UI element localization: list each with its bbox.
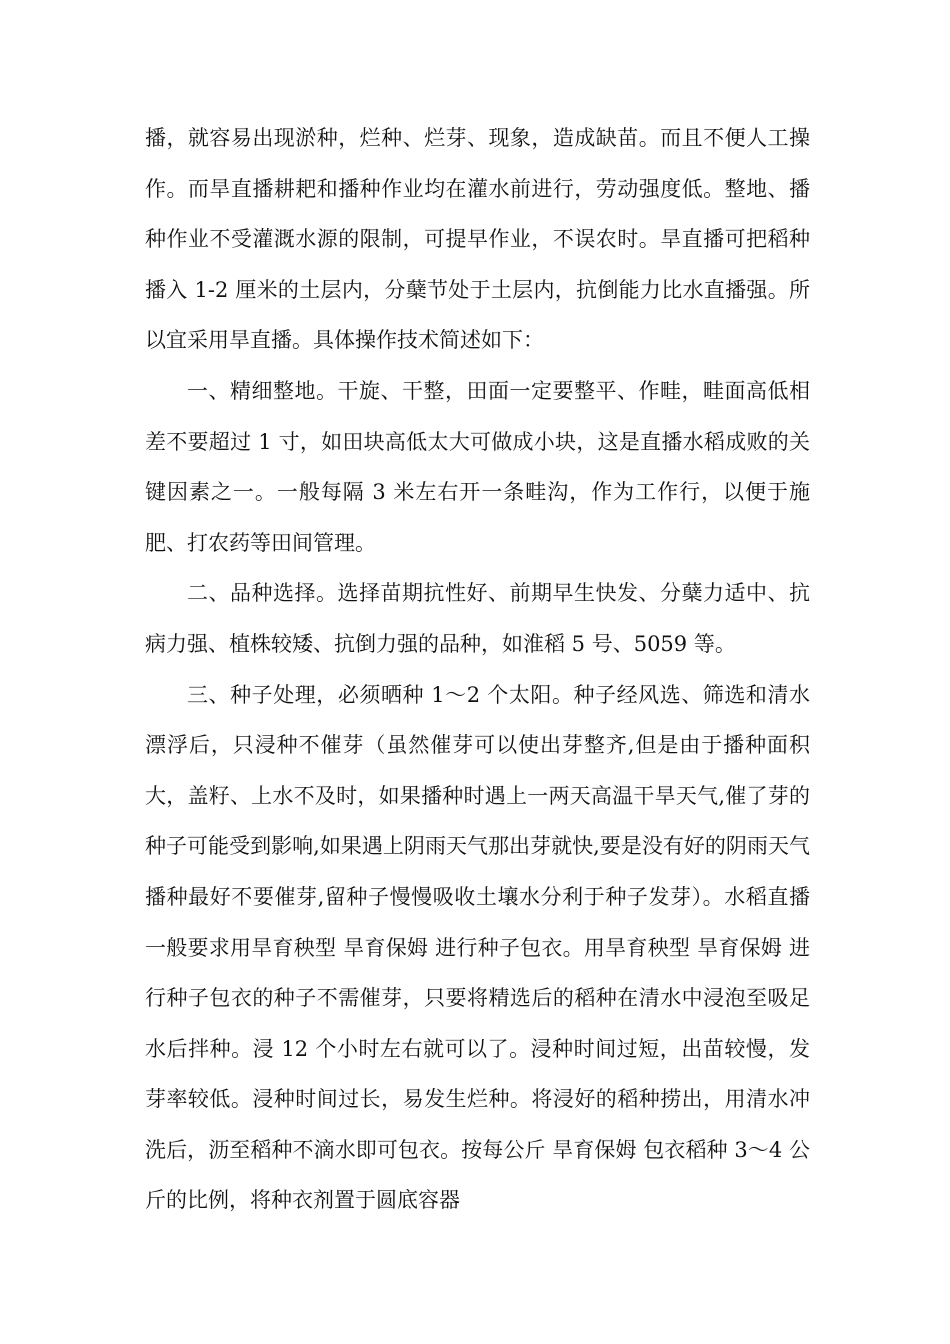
document-body [145, 113, 810, 1226]
paragraph-land-preparation: 一、精细整地。干旋、干整，田面一定要整平、作畦，畦面高低相差不要超过 1 寸，如田块高低太大可做成小块，这是直播水稻成败的关键因素之一。一般每隔 3 米左右开一条畦沟，作为工作行，以便于施肥、打农药等田间管理。 [145, 378, 810, 555]
paragraph-continuation: 播，就容易出现淤种，烂种、烂芽、现象，造成缺苗。而且不便人工操作。而旱直播耕耙和播种作业均在灌水前进行，劳动强度低。整地、播种作业不受灌溉水源的限制，可提早作业，不误农时。旱直播可把稻种播入 1-2 厘米的土层内，分蘖节处于土层内，抗倒能力比水直播强。所以宜采用旱直播。具体操作技术简述如下： [145, 126, 810, 353]
paragraph-seed-treatment: 三、种子处理，必须晒种 1～2 个太阳。种子经风选、筛选和清水漂浮后，只浸种不催芽（虽然催芽可以使出芽整齐,但是由于播种面积大，盖籽、上水不及时，如果播种时遇上一两天高温干旱天气,催了芽的种子可能受到影响,如果遇上阴雨天气那出芽就快,要是没有好的阴雨天气播种最好不要催芽,留种子慢慢吸收土壤水分利于种子发芽）。水稻直播一般要求用旱育秧型 旱育保姆 进行种子包衣。用旱育秧型 旱育保姆 进行种子包衣的种子不需催芽，只要将精选后的稻种在清水中浸泡至吸足水后拌种。浸 12 个小时左右就可以了。浸种时间过短，出苗较慢，发芽率较低。浸种时间过长，易发生烂种。将浸好的稻种捞出，用清水冲洗后，沥至稻种不滴水即可包衣。按每公斤 旱育保姆 包衣稻种 3～4 公斤的比例，将种衣剂置于圆底容器 [145, 682, 810, 1213]
paragraph-variety-selection: 二、品种选择。选择苗期抗性好、前期早生快发、分蘖力适中、抗病力强、植株较矮、抗倒力强的品种，如淮稻 5 号、5059 等。 [145, 581, 810, 656]
